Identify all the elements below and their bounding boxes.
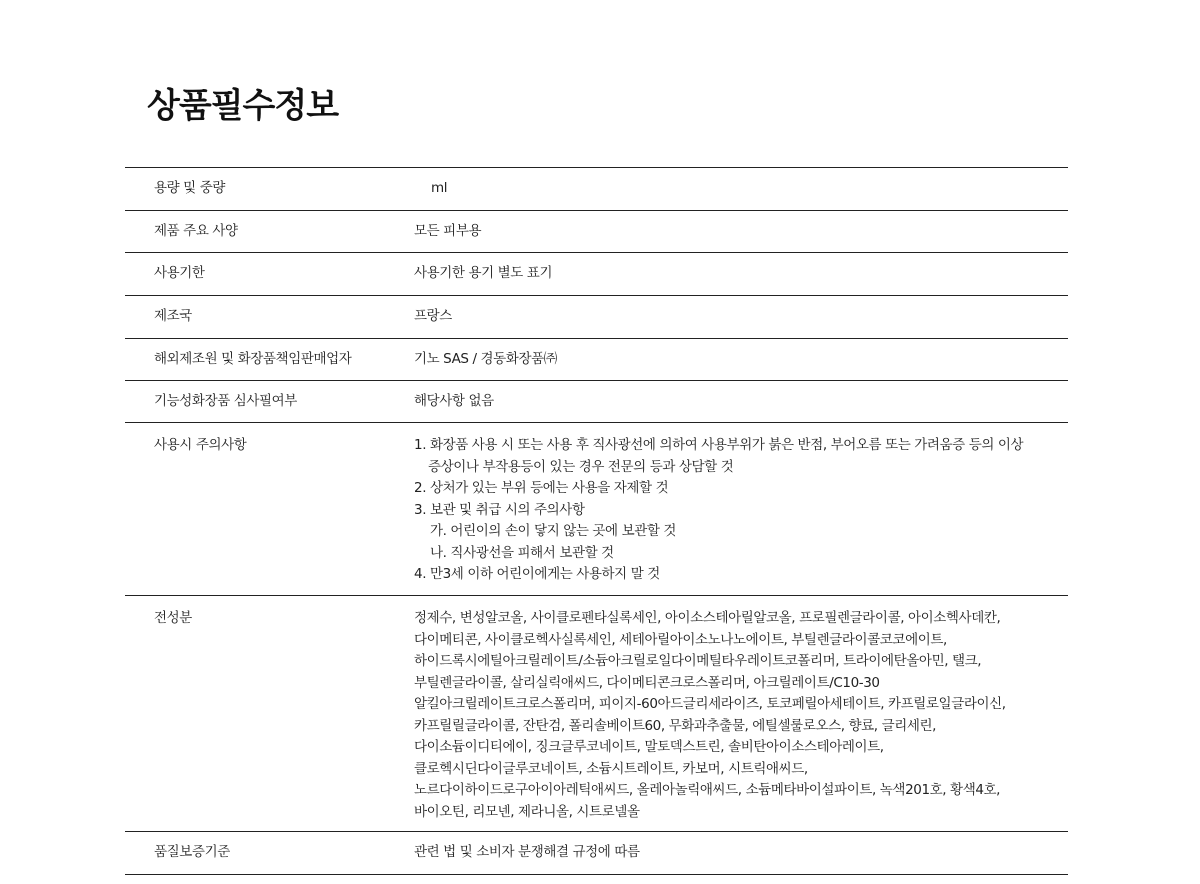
row-label: 사용기한 bbox=[154, 265, 205, 281]
table-row-country bbox=[125, 296, 1068, 339]
ingredient-line: 하이드록시에틸아크릴레이트/소듐아크릴로일다이메틸타우레이트코폴리머, 트라이에탄올아민, 탤크, bbox=[414, 653, 982, 669]
precaution-line: 4. 만3세 이하 어린이에게는 사용하지 말 것 bbox=[414, 566, 660, 582]
row-label: 기능성화장품 심사필여부 bbox=[154, 393, 297, 409]
row-value: 해당사항 없음 bbox=[414, 393, 494, 409]
ingredients-list bbox=[414, 608, 1068, 831]
row-label: 해외제조원 및 화장품책임판매업자 bbox=[154, 351, 352, 367]
row-value: 사용기한 용기 별도 표기 bbox=[414, 265, 553, 281]
table-row-functional bbox=[125, 381, 1068, 423]
row-value: 프랑스 bbox=[414, 308, 452, 324]
ingredient-line: 다이소듐이디티에이, 징크글루코네이트, 말토덱스트린, 솔비탄아이소스테아레이트, bbox=[414, 739, 884, 755]
ingredient-line: 다이메티콘, 사이클로헥사실록세인, 세테아릴아이소노나노에이트, 부틸렌글라이콜코코에이트, bbox=[414, 631, 947, 648]
precaution-line: 3. 보관 및 취급 시의 주의사항 bbox=[414, 501, 585, 518]
ingredient-line: 부틸렌글라이콜, 살리실릭애씨드, 다이메티콘크로스폴리머, 아크릴레이트/C10-30 bbox=[414, 674, 880, 691]
precaution-line: 2. 상처가 있는 부위 등에는 사용을 자제할 것 bbox=[414, 480, 669, 496]
ingredient-line: 바이오틴, 리모넨, 제라니올, 시트로넬올 bbox=[414, 803, 640, 820]
table-row-spec bbox=[125, 211, 1068, 253]
row-value: 모든 피부용 bbox=[414, 223, 482, 239]
precaution-line: 증상이나 부작용등이 있는 경우 전문의 등과 상담할 것 bbox=[428, 458, 734, 475]
table-row-volume bbox=[125, 168, 1068, 211]
ingredient-line: 카프릴릴글라이콜, 잔탄검, 폴리솔베이트60, 무화과추출물, 에틸셀룰로오스, 향료, 글리세린, bbox=[414, 717, 937, 734]
row-label: 제품 주요 사양 bbox=[154, 223, 238, 239]
precaution-line: 나. 직사광선을 피해서 보관할 것 bbox=[430, 544, 614, 561]
precautions-list bbox=[414, 435, 1068, 595]
table-row-precautions bbox=[125, 423, 1068, 596]
precaution-line: 1. 화장품 사용 시 또는 사용 후 직사광선에 의하여 사용부위가 붉은 반점, 부어오름 또는 가려움증 등의 이상 bbox=[414, 437, 1024, 453]
table-row-ingredients bbox=[125, 596, 1068, 832]
ingredient-line: 정제수, 변성알코올, 사이클로펜타실록세인, 아이소스테아릴알코올, 프로필렌글라이콜, 아이소헥사데칸, bbox=[414, 610, 1001, 626]
table-row-manufacturer bbox=[125, 339, 1068, 381]
row-label: 전성분 bbox=[154, 610, 192, 626]
row-value: 관련 법 및 소비자 분쟁해결 규정에 따름 bbox=[414, 844, 640, 860]
table-row-expiry bbox=[125, 253, 1068, 296]
ingredient-line: 알킬아크릴레이트크로스폴리머, 피이지-60아드글리세라이즈, 토코페릴아세테이트, 카프릴로일글라이신, bbox=[414, 696, 1006, 712]
row-label: 품질보증기준 bbox=[154, 844, 230, 860]
row-value: ml bbox=[431, 180, 448, 196]
table-row-quality bbox=[125, 832, 1068, 875]
row-label: 제조국 bbox=[154, 308, 192, 324]
row-value: 기노 SAS / 경동화장품㈜ bbox=[414, 351, 557, 367]
row-label: 사용시 주의사항 bbox=[154, 437, 247, 453]
row-label: 용량 및 중량 bbox=[154, 180, 225, 196]
page-title: 상품필수정보 bbox=[147, 86, 339, 126]
precaution-line: 가. 어린이의 손이 닿지 않는 곳에 보관할 것 bbox=[430, 523, 677, 539]
product-info-table bbox=[125, 167, 1068, 875]
ingredient-line: 노르다이하이드로구아이아레틱애씨드, 올레아놀릭애씨드, 소듐메타바이설파이트, 녹색201호, 황색4호, bbox=[414, 782, 1001, 798]
ingredient-line: 클로헥시딘다이글루코네이트, 소듐시트레이트, 카보머, 시트릭애씨드, bbox=[414, 760, 808, 777]
